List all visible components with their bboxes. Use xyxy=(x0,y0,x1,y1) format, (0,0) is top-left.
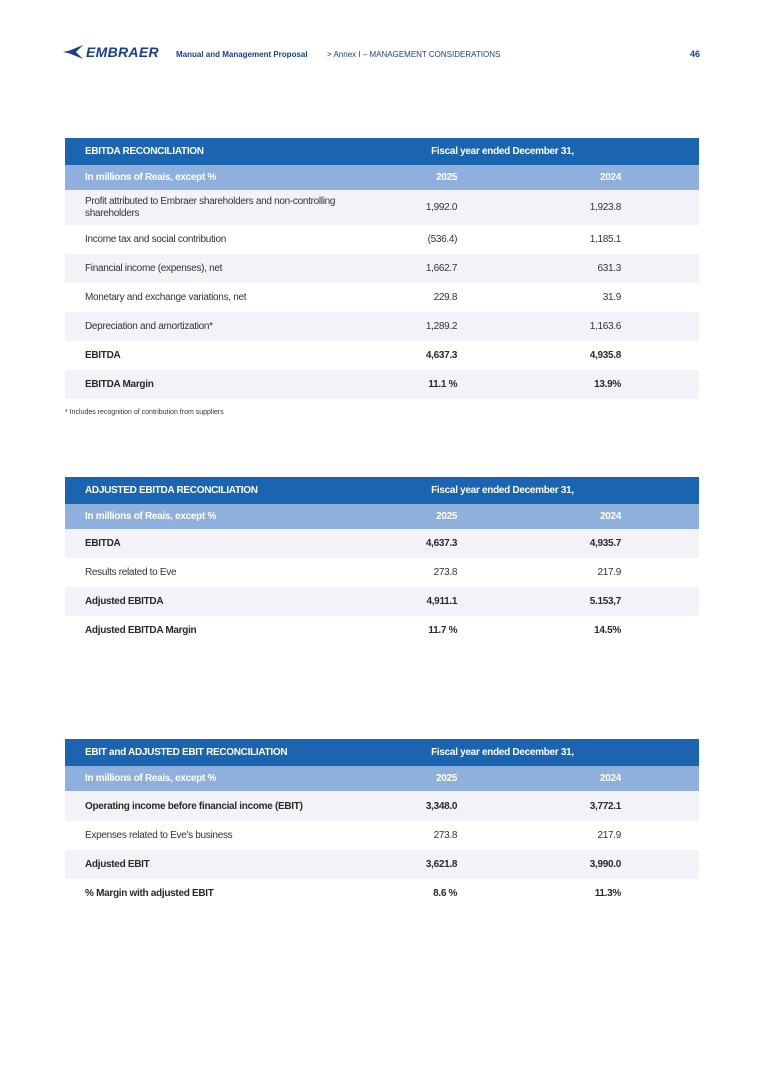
period-header: Fiscal year ended December 31, xyxy=(339,138,699,165)
value-2024: 631.3 xyxy=(457,254,699,283)
value-2024: 3,772.1 xyxy=(457,791,699,821)
aircraft-logo-icon xyxy=(62,44,84,60)
value-2025: 3,348.0 xyxy=(339,791,457,821)
year-header-2024: 2024 xyxy=(457,766,699,791)
table-row xyxy=(65,791,699,821)
row-label: Financial income (expenses), net xyxy=(65,254,339,283)
row-label: Adjusted EBITDA xyxy=(65,587,339,616)
value-2024: 1,923.8 xyxy=(457,190,699,225)
table-row xyxy=(65,879,699,908)
table-title-row xyxy=(65,477,699,504)
value-2025: 229.8 xyxy=(433,292,458,303)
table-row xyxy=(65,341,699,370)
unit-label: In millions of Reais, except % xyxy=(65,766,339,791)
value-2024: 11.3% xyxy=(594,888,621,899)
value-2025: (536.4) xyxy=(427,234,458,245)
row-label: Monetary and exchange variations, net xyxy=(85,292,247,303)
table-row xyxy=(65,850,699,879)
value-2025: 1,289.2 xyxy=(339,312,457,341)
row-label: Depreciation and amortization* xyxy=(65,312,339,341)
value-2024: 1,163.6 xyxy=(457,312,699,341)
unit-label: In millions of Reais, except % xyxy=(65,504,339,529)
adjusted-ebitda-reconciliation-table xyxy=(65,477,699,645)
value-2025: 11.1 % xyxy=(339,370,457,399)
value-2024: 4,935.7 xyxy=(457,529,699,558)
period-header: Fiscal year ended December 31, xyxy=(339,477,699,504)
row-label: Results related to Eve xyxy=(85,567,177,578)
row-label: Operating income before financial income (EBIT) xyxy=(65,791,339,821)
table-title-row xyxy=(65,739,699,766)
value-2025: 4,637.3 xyxy=(339,529,457,558)
table-subheader-row xyxy=(65,504,699,529)
year-header-2025: 2025 xyxy=(339,504,457,529)
value-2025: 8.6 % xyxy=(433,888,458,899)
value-2025: 4,911.1 xyxy=(339,587,457,616)
value-2025: 1,992.0 xyxy=(339,190,457,225)
value-2025: 1,662.7 xyxy=(339,254,457,283)
section-title: > Annex I – MANAGEMENT CONSIDERATIONS xyxy=(327,50,501,59)
table-row xyxy=(65,616,699,645)
year-header-2024: 2024 xyxy=(457,504,699,529)
table-row xyxy=(65,254,699,283)
ebitda-reconciliation-table xyxy=(65,138,699,399)
ebit-reconciliation-table xyxy=(65,739,699,908)
value-2025: 11.7 % xyxy=(428,625,458,636)
table-row xyxy=(65,821,699,850)
value-2024: 217.9 xyxy=(597,830,621,841)
row-label: EBITDA xyxy=(65,529,339,558)
value-2024: 14.5% xyxy=(594,625,621,636)
document-title: Manual and Management Proposal xyxy=(176,50,308,59)
year-header-2025: 2025 xyxy=(339,766,457,791)
table-title-row xyxy=(65,138,699,165)
table-row xyxy=(65,587,699,616)
value-2025: 273.8 xyxy=(433,567,458,578)
value-2025: 3,621.8 xyxy=(339,850,457,879)
footnote: * Includes recognition of contribution from suppliers xyxy=(65,409,224,416)
value-2025: 4,637.3 xyxy=(425,350,458,361)
table-row xyxy=(65,370,699,399)
table-title: EBITDA RECONCILIATION xyxy=(65,138,339,165)
table-row xyxy=(65,190,699,225)
page-header xyxy=(62,44,702,64)
table-title: ADJUSTED EBITDA RECONCILIATION xyxy=(65,477,339,504)
value-2024: 4,935.8 xyxy=(589,350,621,361)
table-row xyxy=(65,312,699,341)
table-row xyxy=(65,283,699,312)
value-2024: 5.153,7 xyxy=(457,587,699,616)
row-label: Profit attributed to Embraer shareholders and non-controlling shareholders xyxy=(65,190,339,225)
value-2024: 13.9% xyxy=(457,370,699,399)
unit-label: In millions of Reais, except % xyxy=(65,165,339,190)
page-number: 46 xyxy=(689,49,700,59)
value-2024: 1,185.1 xyxy=(589,234,621,245)
period-header: Fiscal year ended December 31, xyxy=(339,739,699,766)
logo-wordmark: EMBRAER xyxy=(86,44,159,60)
year-header-2025: 2025 xyxy=(339,165,457,190)
table-row xyxy=(65,225,699,254)
value-2024: 3,990.0 xyxy=(457,850,699,879)
row-label: % Margin with adjusted EBIT xyxy=(85,888,214,899)
row-label: Expenses related to Eve's business xyxy=(85,830,233,841)
row-label: Adjusted EBITDA Margin xyxy=(85,625,197,636)
value-2024: 31.9 xyxy=(602,292,621,303)
table-subheader-row xyxy=(65,766,699,791)
year-header-2024: 2024 xyxy=(457,165,699,190)
table-subheader-row xyxy=(65,165,699,190)
row-label: Adjusted EBIT xyxy=(65,850,339,879)
table-row xyxy=(65,558,699,587)
value-2024: 217.9 xyxy=(597,567,621,578)
embraer-logo xyxy=(62,44,159,60)
row-label: Income tax and social contribution xyxy=(85,234,226,245)
table-title: EBIT and ADJUSTED EBIT RECONCILIATION xyxy=(65,739,339,766)
value-2025: 273.8 xyxy=(433,830,458,841)
row-label: EBITDA Margin xyxy=(65,370,339,399)
table-row xyxy=(65,529,699,558)
row-label: EBITDA xyxy=(85,350,121,361)
